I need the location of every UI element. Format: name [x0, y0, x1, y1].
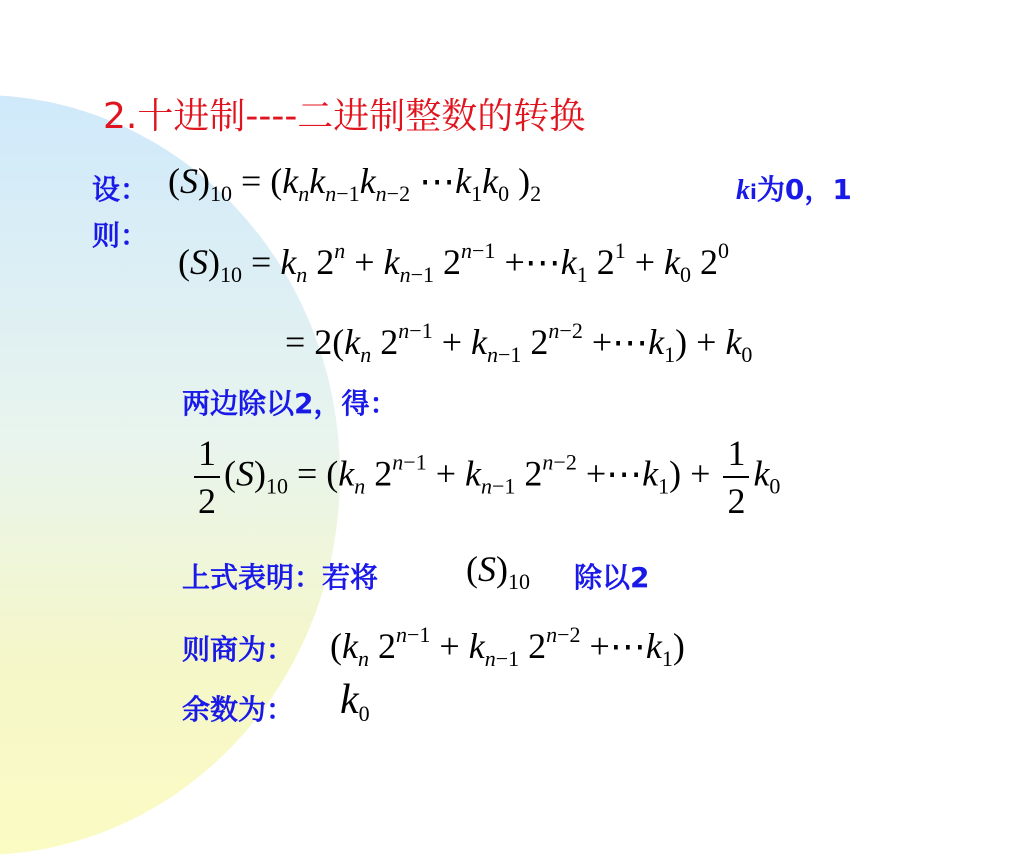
- remainder-label: 余数为：: [182, 693, 295, 726]
- equation-quotient: ($k_n$ $2^{n-1} + k_{n-1}$ $2^{n-2}$ $+\cdots k_1$): [330, 622, 685, 671]
- equation-definition: $(S)_{10} = (k_nk_{n-1}k_{n-2}$ $\cdots k_1k_0$ )$_2$: [168, 161, 542, 206]
- shows-suffix-label: 除以2: [574, 561, 650, 594]
- ki-note-k: k: [736, 175, 750, 206]
- divide-label: 两边除以2，得：: [182, 387, 398, 420]
- quotient-label: 则商为：: [182, 633, 295, 666]
- then-label: 则：: [92, 219, 149, 252]
- equation-remainder: $k_0$: [340, 677, 370, 726]
- inline-S10: $(S)_{10}$: [466, 549, 530, 594]
- equation-factored: = $2(k_n$ $2^{n-1} + k_{n-1}$ $2^{n-2}$ $+\cdots k_1) + k_0$: [285, 318, 753, 367]
- equation-expansion: $(S)_{10} = k_n$ $2^n + k_{n-1}$ $2^{n-1}$ $+\cdots k_1$ $2^1 + k_0$ $2^0$: [178, 238, 730, 287]
- shows-prefix-label: 上式表明：若将: [182, 561, 379, 594]
- let-label: 设：: [92, 173, 149, 206]
- equation-halved: $\frac{1}{2}$ $(S)_{10} = (k_n$ $2^{n-1} + k_{n-1}$ $2^{n-2}$ $+\cdots k_1$) + $\frac{1}{2}$ $k_0$: [190, 430, 780, 524]
- ki-note-i: i: [750, 180, 757, 204]
- ki-note-rest: 为0，1: [756, 173, 852, 206]
- slide-title: 2.十进制----二进制整数的转换: [103, 96, 586, 137]
- ki-note: [736, 168, 852, 208]
